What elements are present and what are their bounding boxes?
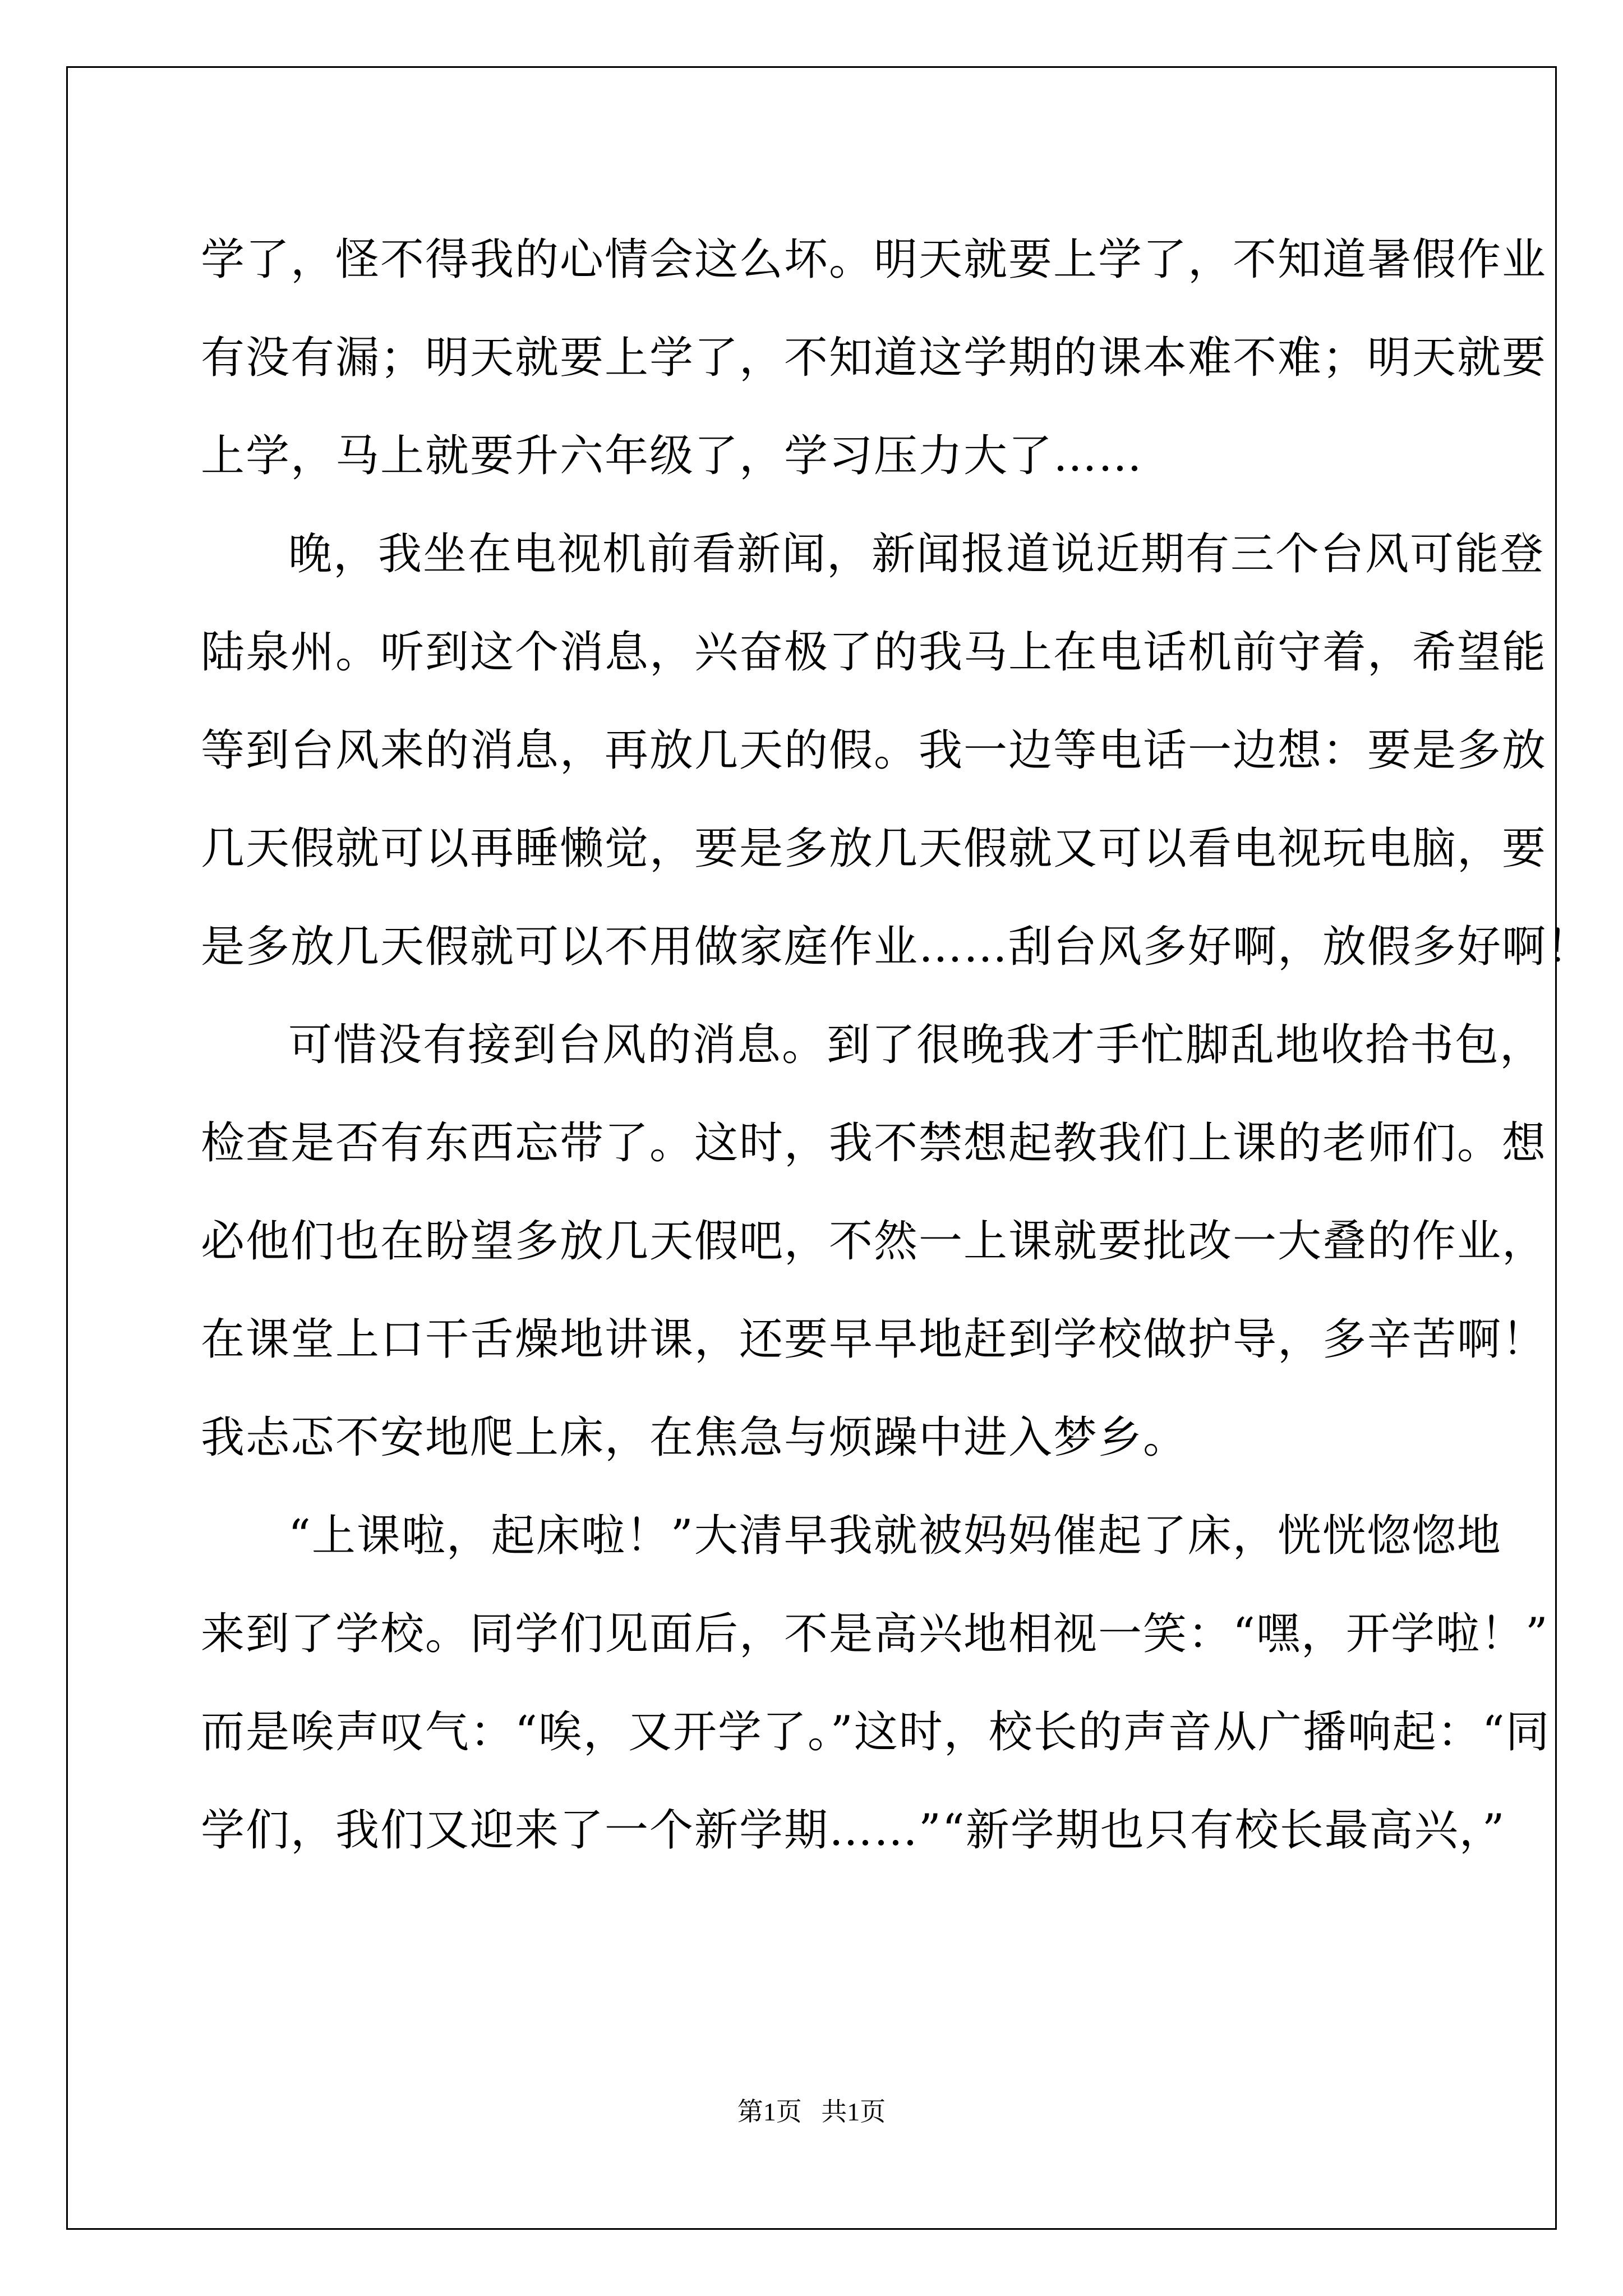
- text-line: 学了，怪不得我的心情会这么坏。明天就要上学了，不知道暑假作业: [201, 234, 1547, 285]
- paragraph-start-line: “上课啦，起床啦！”大清早我就被妈妈催起了床，恍恍惚惚地: [288, 1511, 1502, 1561]
- document-body: [201, 211, 1592, 1880]
- text-line: 陆泉州。听到这个消息，兴奋极了的我马上在电话机前守着，希望能: [201, 627, 1547, 678]
- page-number-footer: 第1页 共1页: [737, 2097, 886, 2126]
- text-line: 检查是否有东西忘带了。这时，我不禁想起教我们上课的老师们。想: [201, 1118, 1547, 1168]
- text-line: 几天假就可以再睡懒觉，要是多放几天假就又可以看电视玩电脑，要: [201, 823, 1547, 874]
- text-line: 上学，马上就要升六年级了，学习压力大了……: [201, 431, 1144, 481]
- text-line: 等到台风来的消息，再放几天的假。我一边等电话一边想：要是多放: [201, 725, 1547, 776]
- text-line: 有没有漏；明天就要上学了，不知道这学期的课本难不难；明天就要: [201, 333, 1547, 383]
- text-line: 学们，我们又迎来了一个新学期……”“新学期也只有校长最高兴，”: [201, 1805, 1506, 1856]
- text-line: 我忐忑不安地爬上床，在焦急与烦躁中进入梦乡。: [201, 1412, 1188, 1463]
- text-line: 必他们也在盼望多放几天假吧，不然一上课就要批改一大叠的作业，: [201, 1216, 1547, 1267]
- paragraph-start-line: 可惜没有接到台风的消息。到了很晚我才手忙脚乱地收拾书包，: [288, 1020, 1545, 1070]
- text-line: 而是唉声叹气：“唉，又开学了。”这时，校长的声音从广播响起：“同: [201, 1707, 1551, 1757]
- text-line: 是多放几天假就可以不用做家庭作业……刮台风多好啊，放假多好啊！: [201, 922, 1592, 972]
- text-line: 在课堂上口干舌燥地讲课，还要早早地赶到学校做护导，多辛苦啊！: [201, 1314, 1547, 1365]
- text-line: 来到了学校。同学们见面后，不是高兴地相视一笑：“嘿，开学啦！”: [201, 1609, 1549, 1659]
- paragraph-start-line: 晚，我坐在电视机前看新闻，新闻报道说近期有三个台风可能登: [288, 529, 1545, 579]
